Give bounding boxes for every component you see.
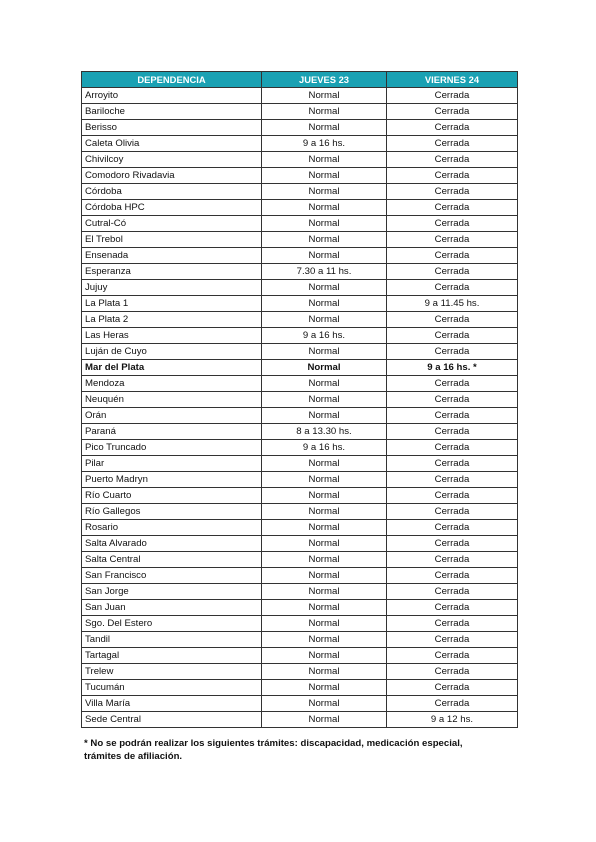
table-row: [82, 184, 518, 200]
cell-jueves-23: Normal: [262, 312, 387, 328]
cell-jueves-23: Normal: [262, 648, 387, 664]
table-row: [82, 296, 518, 312]
header-viernes-24: VIERNES 24: [387, 72, 518, 88]
cell-jueves-23: Normal: [262, 712, 387, 728]
table-row: [82, 712, 518, 728]
cell-viernes-24: Cerrada: [387, 136, 518, 152]
cell-viernes-24: Cerrada: [387, 184, 518, 200]
table-row: [82, 312, 518, 328]
table-row: [82, 520, 518, 536]
cell-jueves-23: Normal: [262, 584, 387, 600]
cell-viernes-24: Cerrada: [387, 600, 518, 616]
cell-dependencia: Tartagal: [82, 648, 262, 664]
cell-dependencia: La Plata 2: [82, 312, 262, 328]
cell-viernes-24: Cerrada: [387, 328, 518, 344]
table-row: [82, 440, 518, 456]
table-row: [82, 424, 518, 440]
cell-viernes-24: Cerrada: [387, 392, 518, 408]
table-row: [82, 552, 518, 568]
cell-jueves-23: 7.30 a 11 hs.: [262, 264, 387, 280]
cell-viernes-24: Cerrada: [387, 312, 518, 328]
cell-jueves-23: Normal: [262, 568, 387, 584]
cell-dependencia: Río Cuarto: [82, 488, 262, 504]
table-row: [82, 456, 518, 472]
table-row: [82, 664, 518, 680]
cell-viernes-24: Cerrada: [387, 344, 518, 360]
table-row: [82, 600, 518, 616]
table-row: [82, 392, 518, 408]
cell-jueves-23: Normal: [262, 680, 387, 696]
cell-dependencia: Salta Alvarado: [82, 536, 262, 552]
cell-dependencia: Rosario: [82, 520, 262, 536]
cell-dependencia: Sede Central: [82, 712, 262, 728]
cell-viernes-24: Cerrada: [387, 536, 518, 552]
cell-jueves-23: Normal: [262, 344, 387, 360]
cell-jueves-23: Normal: [262, 232, 387, 248]
footnote-line-2: trámites de afiliación.: [84, 751, 183, 762]
table-row: [82, 472, 518, 488]
table-row: [82, 88, 518, 104]
cell-dependencia: Paraná: [82, 424, 262, 440]
cell-jueves-23: 9 a 16 hs.: [262, 136, 387, 152]
cell-dependencia: San Francisco: [82, 568, 262, 584]
cell-dependencia: Salta Central: [82, 552, 262, 568]
cell-dependencia: Bariloche: [82, 104, 262, 120]
table-row: [82, 584, 518, 600]
cell-viernes-24: Cerrada: [387, 88, 518, 104]
table-row: [82, 216, 518, 232]
cell-dependencia: Mendoza: [82, 376, 262, 392]
cell-viernes-24: 9 a 12 hs.: [387, 712, 518, 728]
cell-dependencia: Berisso: [82, 120, 262, 136]
footnote-line-1: * No se podrán realizar los siguientes trámites: discapacidad, medicación especial,: [84, 738, 463, 749]
table-row: [82, 248, 518, 264]
cell-jueves-23: Normal: [262, 696, 387, 712]
cell-jueves-23: 9 a 16 hs.: [262, 440, 387, 456]
cell-dependencia: Comodoro Rivadavia: [82, 168, 262, 184]
cell-dependencia: Tucumán: [82, 680, 262, 696]
cell-jueves-23: Normal: [262, 216, 387, 232]
cell-jueves-23: Normal: [262, 184, 387, 200]
cell-viernes-24: Cerrada: [387, 472, 518, 488]
cell-dependencia: Pico Truncado: [82, 440, 262, 456]
cell-dependencia: Pilar: [82, 456, 262, 472]
table-row: [82, 264, 518, 280]
table-row: [82, 328, 518, 344]
cell-viernes-24: Cerrada: [387, 680, 518, 696]
table-row: [82, 648, 518, 664]
cell-viernes-24: Cerrada: [387, 632, 518, 648]
cell-viernes-24: Cerrada: [387, 552, 518, 568]
cell-dependencia: Cutral-Có: [82, 216, 262, 232]
cell-viernes-24: Cerrada: [387, 120, 518, 136]
table-row: [82, 616, 518, 632]
cell-viernes-24: Cerrada: [387, 168, 518, 184]
cell-viernes-24: Cerrada: [387, 456, 518, 472]
table-row: [82, 504, 518, 520]
cell-jueves-23: Normal: [262, 120, 387, 136]
table-row: [82, 280, 518, 296]
table-row: [82, 488, 518, 504]
cell-dependencia: San Jorge: [82, 584, 262, 600]
table-header: [82, 72, 518, 88]
cell-viernes-24: Cerrada: [387, 376, 518, 392]
table-row: [82, 408, 518, 424]
cell-jueves-23: Normal: [262, 376, 387, 392]
cell-dependencia: Esperanza: [82, 264, 262, 280]
cell-jueves-23: 8 a 13.30 hs.: [262, 424, 387, 440]
cell-dependencia: Ensenada: [82, 248, 262, 264]
cell-jueves-23: Normal: [262, 632, 387, 648]
cell-viernes-24: Cerrada: [387, 664, 518, 680]
cell-jueves-23: Normal: [262, 664, 387, 680]
cell-dependencia: Tandil: [82, 632, 262, 648]
cell-jueves-23: Normal: [262, 248, 387, 264]
cell-viernes-24: Cerrada: [387, 152, 518, 168]
table-row: [82, 376, 518, 392]
cell-jueves-23: Normal: [262, 520, 387, 536]
table-row: [82, 136, 518, 152]
cell-viernes-24: Cerrada: [387, 520, 518, 536]
cell-jueves-23: Normal: [262, 600, 387, 616]
cell-jueves-23: Normal: [262, 360, 387, 376]
cell-viernes-24: Cerrada: [387, 216, 518, 232]
cell-viernes-24: Cerrada: [387, 280, 518, 296]
table-row: [82, 632, 518, 648]
cell-dependencia: Jujuy: [82, 280, 262, 296]
table-row: [82, 696, 518, 712]
cell-jueves-23: Normal: [262, 408, 387, 424]
cell-dependencia: Luján de Cuyo: [82, 344, 262, 360]
cell-dependencia: Las Heras: [82, 328, 262, 344]
cell-dependencia: Neuquén: [82, 392, 262, 408]
footnote: [84, 737, 504, 763]
table-row: [82, 680, 518, 696]
cell-jueves-23: Normal: [262, 88, 387, 104]
cell-jueves-23: 9 a 16 hs.: [262, 328, 387, 344]
cell-jueves-23: Normal: [262, 536, 387, 552]
table-row: [82, 360, 518, 376]
cell-jueves-23: Normal: [262, 504, 387, 520]
cell-dependencia: Caleta Olivia: [82, 136, 262, 152]
cell-jueves-23: Normal: [262, 488, 387, 504]
cell-jueves-23: Normal: [262, 616, 387, 632]
cell-jueves-23: Normal: [262, 296, 387, 312]
cell-dependencia: El Trebol: [82, 232, 262, 248]
table-row: [82, 568, 518, 584]
cell-dependencia: Arroyito: [82, 88, 262, 104]
cell-viernes-24: Cerrada: [387, 440, 518, 456]
cell-dependencia: San Juan: [82, 600, 262, 616]
cell-dependencia: La Plata 1: [82, 296, 262, 312]
table-row: [82, 152, 518, 168]
cell-dependencia: Río Gallegos: [82, 504, 262, 520]
cell-jueves-23: Normal: [262, 104, 387, 120]
cell-viernes-24: 9 a 11.45 hs.: [387, 296, 518, 312]
cell-jueves-23: Normal: [262, 456, 387, 472]
cell-viernes-24: Cerrada: [387, 488, 518, 504]
header-dependencia: DEPENDENCIA: [82, 72, 262, 88]
cell-dependencia: Córdoba: [82, 184, 262, 200]
table-body: [82, 88, 518, 728]
table-row: [82, 168, 518, 184]
cell-viernes-24: Cerrada: [387, 696, 518, 712]
cell-jueves-23: Normal: [262, 152, 387, 168]
table-row: [82, 232, 518, 248]
cell-viernes-24: Cerrada: [387, 408, 518, 424]
cell-dependencia: Orán: [82, 408, 262, 424]
cell-viernes-24: Cerrada: [387, 104, 518, 120]
cell-dependencia: Córdoba HPC: [82, 200, 262, 216]
table-row: [82, 344, 518, 360]
cell-viernes-24: Cerrada: [387, 424, 518, 440]
cell-viernes-24: Cerrada: [387, 584, 518, 600]
cell-dependencia: Puerto Madryn: [82, 472, 262, 488]
table-row: [82, 104, 518, 120]
schedule-table: [81, 71, 518, 728]
header-jueves-23: JUEVES 23: [262, 72, 387, 88]
cell-viernes-24: Cerrada: [387, 264, 518, 280]
cell-jueves-23: Normal: [262, 472, 387, 488]
cell-viernes-24: Cerrada: [387, 504, 518, 520]
cell-viernes-24: Cerrada: [387, 200, 518, 216]
cell-jueves-23: Normal: [262, 392, 387, 408]
cell-viernes-24: 9 a 16 hs. *: [387, 360, 518, 376]
cell-jueves-23: Normal: [262, 280, 387, 296]
cell-jueves-23: Normal: [262, 168, 387, 184]
cell-jueves-23: Normal: [262, 552, 387, 568]
cell-viernes-24: Cerrada: [387, 648, 518, 664]
table-row: [82, 536, 518, 552]
cell-viernes-24: Cerrada: [387, 616, 518, 632]
cell-dependencia: Trelew: [82, 664, 262, 680]
cell-viernes-24: Cerrada: [387, 248, 518, 264]
header-row: [82, 72, 518, 88]
cell-viernes-24: Cerrada: [387, 232, 518, 248]
cell-dependencia: Chivilcoy: [82, 152, 262, 168]
table-row: [82, 120, 518, 136]
cell-dependencia: Sgo. Del Estero: [82, 616, 262, 632]
cell-jueves-23: Normal: [262, 200, 387, 216]
cell-dependencia: Villa María: [82, 696, 262, 712]
cell-dependencia: Mar del Plata: [82, 360, 262, 376]
table-row: [82, 200, 518, 216]
cell-viernes-24: Cerrada: [387, 568, 518, 584]
